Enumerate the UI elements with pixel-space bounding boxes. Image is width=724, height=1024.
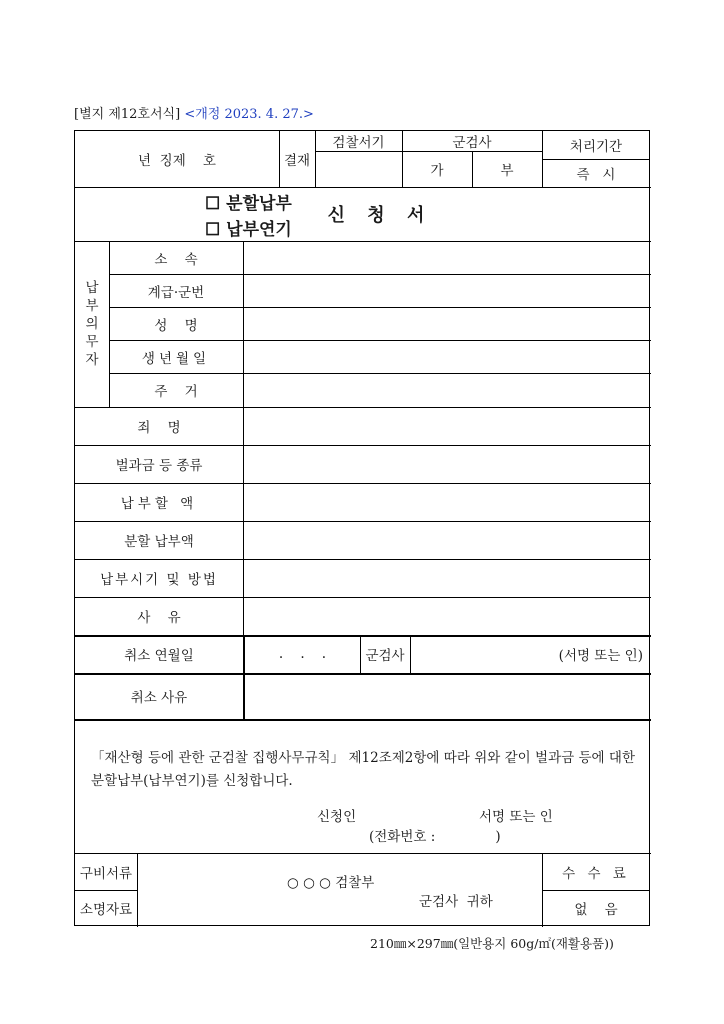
supporting-documents-label: 소명자료 <box>79 901 133 918</box>
prosecution-office-name: ○ ○ ○ 검찰부 <box>287 875 375 891</box>
phone-number-field[interactable]: (전화번호 : ) <box>369 829 501 845</box>
approve-label: 가 <box>430 163 444 179</box>
approval-label: 결재 <box>283 153 311 169</box>
reason-label: 사 유 <box>137 610 181 626</box>
split-payment-option[interactable]: ☐ 분할납부 <box>205 194 292 214</box>
processing-period-label: 처리기간 <box>569 139 623 155</box>
cancel-signature-field[interactable]: (서명 또는 인) <box>558 648 643 664</box>
fine-type-field[interactable] <box>244 445 650 483</box>
name-label: 성 명 <box>154 317 198 334</box>
address-label: 주 거 <box>154 384 198 400</box>
application-form <box>74 130 650 926</box>
revision-date: <개정 2023. 4. 27.> <box>184 107 314 122</box>
drafter-sign-box[interactable] <box>315 151 402 187</box>
name-field[interactable] <box>244 307 650 340</box>
applicant-signature[interactable]: 서명 또는 인 <box>479 809 553 825</box>
application-type-options <box>205 187 325 241</box>
split-amount-label: 분할 납부액 <box>124 534 194 550</box>
cancel-prosecutor-label: 군검사 <box>365 648 405 664</box>
processing-period-value: 즉 시 <box>576 167 616 183</box>
birth-date-label: 생년월일 <box>141 350 211 367</box>
split-amount-field[interactable] <box>244 521 650 559</box>
reason-field[interactable] <box>244 597 650 635</box>
rank-serial-label: 계급·군번 <box>147 284 205 301</box>
prosecutor-label: 군검사 <box>452 135 492 151</box>
applicant-label: 신청인 <box>317 809 357 825</box>
fine-type-label: 벌과금 등 종류 <box>115 458 203 474</box>
deferred-payment-option[interactable]: ☐ 납부연기 <box>205 220 292 240</box>
cancel-date-field[interactable]: . . . <box>278 646 327 662</box>
affiliation-label: 소 속 <box>154 251 198 268</box>
rank-serial-field[interactable] <box>244 274 650 307</box>
paper-spec: 210㎜×297㎜(일반용지 60g/㎡(재활용품)) <box>370 936 614 951</box>
drafter-label: 검찰서기 <box>332 135 385 151</box>
crime-label: 죄 명 <box>137 420 181 436</box>
statement-section <box>75 719 651 853</box>
amount-due-label: 납부할 액 <box>120 496 198 512</box>
form-title: 신 청 서 <box>327 205 433 226</box>
form-number: [별지 제12호서식] <box>74 107 181 122</box>
payment-method-label: 납부시기 및 방법 <box>100 572 218 588</box>
cancel-reason-field[interactable] <box>245 673 650 719</box>
cancel-reason-label: 취소 사유 <box>130 690 188 706</box>
crime-field[interactable] <box>244 407 650 445</box>
address-field[interactable] <box>244 373 650 407</box>
amount-due-field[interactable] <box>244 483 650 521</box>
registry-number-label: 년 징제 호 <box>138 153 216 169</box>
birth-date-field[interactable] <box>244 340 650 373</box>
obligor-group-label: 납 부 의 무 자 <box>85 280 99 368</box>
fee-label: 수 수 료 <box>562 865 630 882</box>
affiliation-field[interactable] <box>244 241 650 274</box>
cancel-date-label: 취소 연월일 <box>124 648 194 664</box>
addressee: 군검사 귀하 <box>419 894 493 910</box>
statement-text: 「재산형 등에 관한 군검찰 집행사무규칙」 제12조제2항에 따라 위와 같이 벌과금 등에 대한 분할납부(납부연기)를 신청합니다. <box>91 750 635 789</box>
payment-method-field[interactable] <box>244 559 650 597</box>
required-documents-label: 구비서류 <box>79 865 133 882</box>
reject-label: 부 <box>500 163 514 179</box>
form-header <box>74 103 314 122</box>
fee-value: 없 음 <box>574 901 618 918</box>
